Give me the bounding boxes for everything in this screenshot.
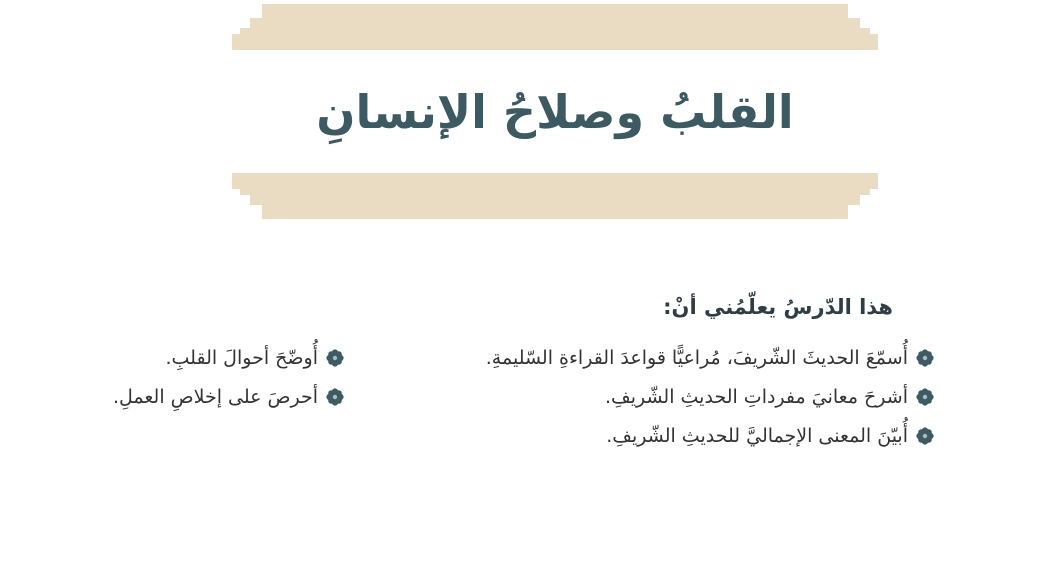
- lesson-title: القلبُ وصلاحُ الإنسانِ: [316, 85, 794, 139]
- objective-text: أشرحَ معانيَ مفرداتِ الحديثِ الشّريفِ.: [604, 385, 908, 408]
- banner-bottom-band: [232, 173, 878, 219]
- objective-item: [486, 416, 934, 455]
- objective-item: [486, 338, 934, 377]
- flower-bullet-icon: [916, 388, 934, 406]
- objective-text: أُبيّنَ المعنى الإجماليَّ للحديثِ الشّريفِ.: [606, 424, 908, 447]
- flower-bullet-icon: [916, 349, 934, 367]
- objective-text: أحرصَ على إخلاصِ العملِ.: [112, 385, 318, 408]
- banner-top-band: [232, 4, 878, 50]
- objective-item: [486, 377, 934, 416]
- flower-bullet-icon: [326, 388, 344, 406]
- objective-text: أُسمّعَ الحديثَ الشّريفَ، مُراعيًّا قواعدَ القراءةِ السّليمةِ.: [485, 346, 908, 369]
- flower-bullet-icon: [916, 427, 934, 445]
- objectives-heading: هذا الدّرسُ يعلّمُني أنْ:: [663, 295, 893, 319]
- flower-bullet-icon: [326, 349, 344, 367]
- objective-item: [113, 338, 344, 377]
- objective-text: أُوضّحَ أحوالَ القلبِ.: [165, 346, 318, 369]
- objectives-list-right: [486, 338, 934, 455]
- objectives-list-left: [113, 338, 344, 416]
- objective-item: [113, 377, 344, 416]
